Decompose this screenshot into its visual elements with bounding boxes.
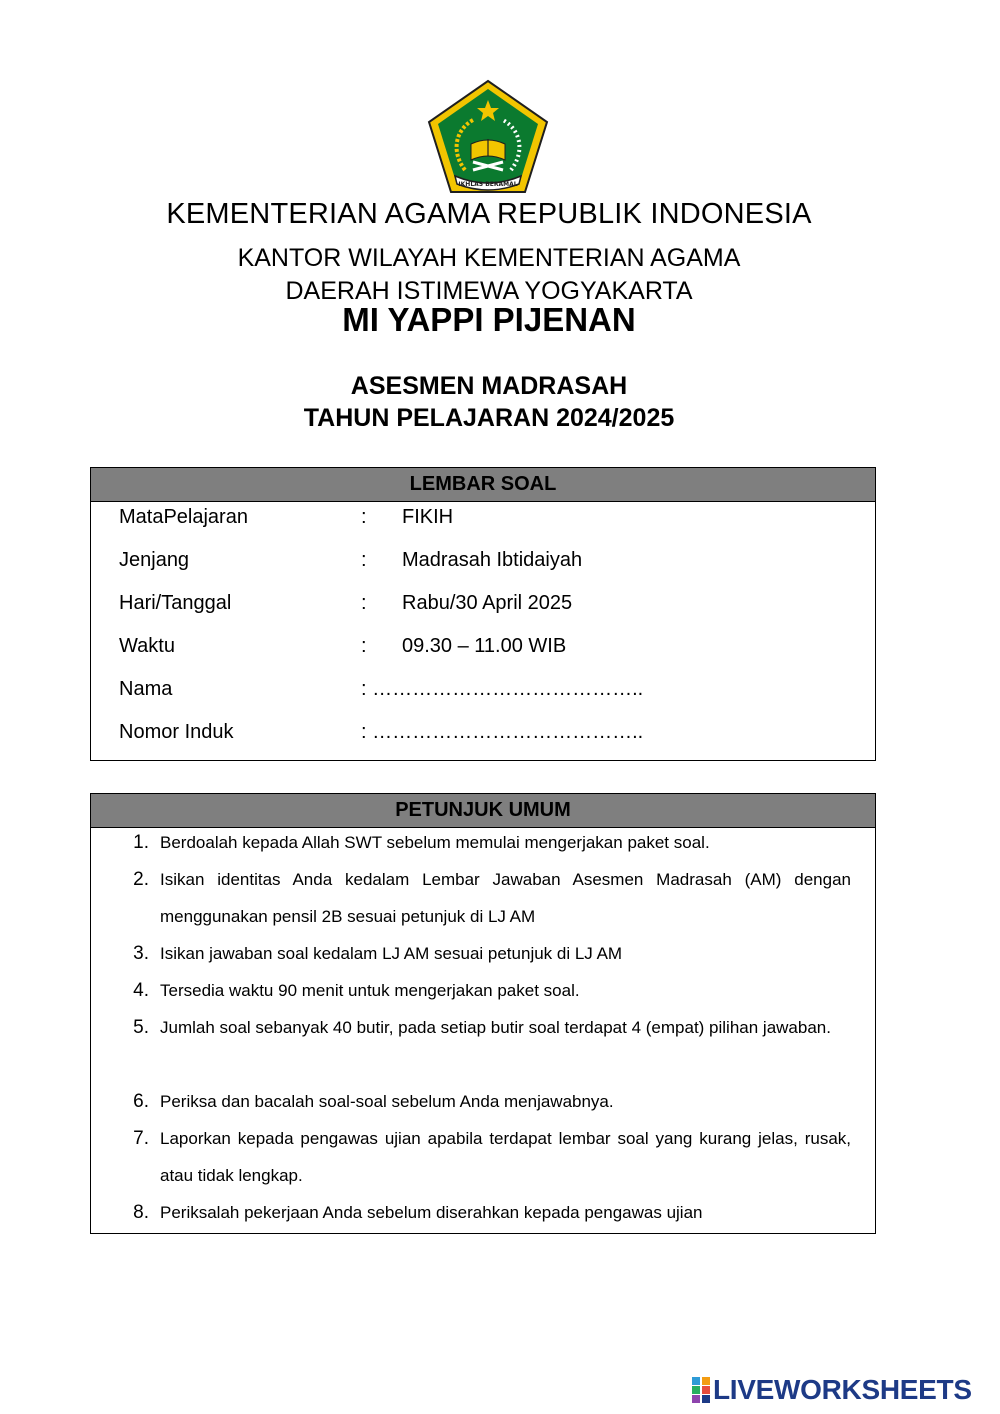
office-title: KANTOR WILAYAH KEMENTERIAN AGAMA: [237, 244, 741, 272]
instruction-text: Berdoalah kepada Allah SWT sebelum memulai mengerjakan paket soal.: [160, 833, 710, 852]
info-label: Nomor Induk: [119, 721, 234, 743]
instruction-text: Isikan identitas Anda kedalam Lembar Jawaban Asesmen Madrasah (AM) dengan menggunakan pensil 2B sesuai petunjuk di LJ AM: [160, 870, 851, 926]
academic-year: TAHUN PELAJARAN 2024/2025: [303, 404, 675, 432]
lembar-soal-box: [90, 467, 876, 761]
info-label: Jenjang: [119, 549, 190, 571]
info-colon: :: [361, 506, 367, 528]
ministry-title: KEMENTERIAN AGAMA REPUBLIK INDONESIA: [166, 198, 812, 230]
instruction-number: 4.: [133, 980, 149, 1001]
school-name: MI YAPPI PIJENAN: [342, 301, 636, 338]
info-value: 09.30 – 11.00 WIB: [402, 635, 567, 657]
instruction-text: Laporkan kepada pengawas ujian apabila terdapat lembar soal yang kurang jelas, rusak, atau tidak lengkap.: [160, 1129, 851, 1185]
info-label: MataPelajaran: [119, 506, 248, 528]
info-value: Madrasah Ibtidaiyah: [402, 549, 583, 571]
instruction-text: Isikan jawaban soal kedalam LJ AM sesuai petunjuk di LJ AM: [160, 944, 623, 963]
instruction-number: 7.: [133, 1128, 149, 1149]
instruction-number: 3.: [133, 943, 149, 964]
info-colon: :: [361, 635, 367, 657]
instruction-number: 5.: [133, 1017, 149, 1038]
liveworksheets-text: LIVEWORKSHEETS: [713, 1374, 972, 1405]
info-value: Rabu/30 April 2025: [402, 592, 573, 614]
svg-text:IKHLAS BERAMAL: IKHLAS BERAMAL: [458, 181, 518, 188]
instruction-text: Periksalah pekerjaan Anda sebelum diserahkan kepada pengawas ujian: [160, 1203, 703, 1222]
name-blank: : …………………………………..: [361, 678, 644, 700]
info-label: Nama: [119, 678, 173, 700]
petunjuk-umum-title: PETUNJUK UMUM: [91, 794, 875, 828]
liveworksheets-watermark: [692, 1374, 972, 1406]
instruction-number: 8.: [133, 1202, 149, 1223]
instruction-number: 1.: [133, 832, 149, 853]
instruction-number: 2.: [133, 869, 149, 890]
nomor-induk-blank: : …………………………………..: [361, 721, 644, 743]
region-title: DAERAH ISTIMEWA YOGYAKARTA: [285, 277, 693, 305]
instruction-text: Periksa dan bacalah soal-soal sebelum Anda menjawabnya.: [160, 1092, 614, 1111]
instruction-text: Jumlah soal sebanyak 40 butir, pada setiap butir soal terdapat 4 (empat) pilihan jawaban.: [160, 1018, 831, 1037]
exam-title: ASESMEN MADRASAH: [350, 372, 628, 400]
info-value: FIKIH: [402, 506, 454, 528]
instruction-text: Tersedia waktu 90 menit untuk mengerjakan paket soal.: [160, 981, 580, 1000]
lembar-soal-title: LEMBAR SOAL: [91, 468, 875, 502]
info-label: Hari/Tanggal: [119, 592, 232, 614]
info-label: Waktu: [119, 635, 175, 657]
info-colon: :: [361, 549, 367, 571]
liveworksheets-icon: [692, 1377, 710, 1403]
kemenag-logo: [425, 78, 551, 196]
petunjuk-umum-box: [90, 793, 876, 1234]
info-colon: :: [361, 592, 367, 614]
instruction-number: 6.: [133, 1091, 149, 1112]
